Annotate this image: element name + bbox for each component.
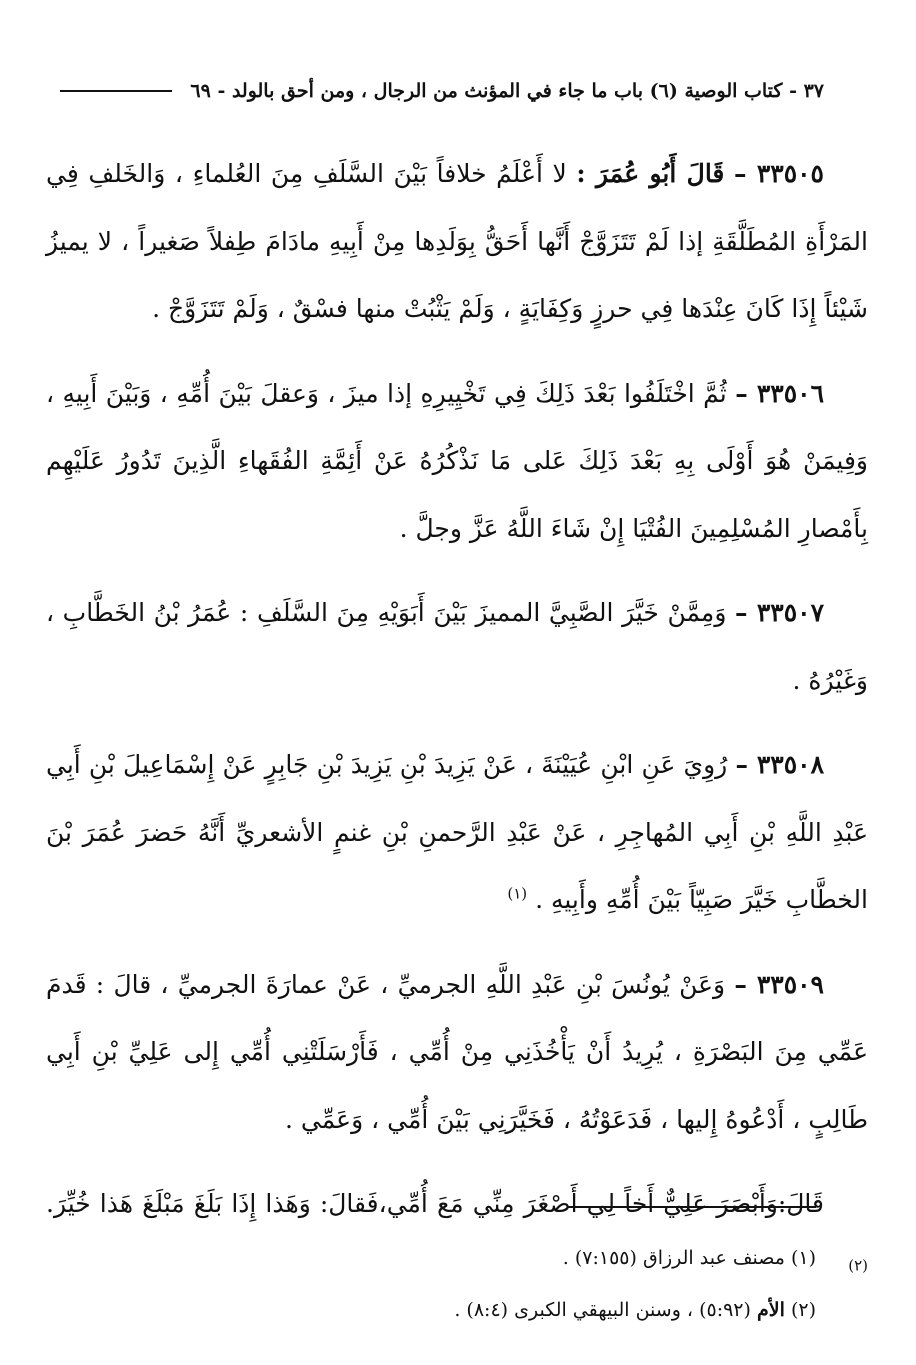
paragraph-33507: [46, 579, 868, 714]
paragraph-number: ٣٣٥٠٧ –: [735, 598, 824, 627]
footnote-ref-1[interactable]: (١): [507, 884, 528, 903]
footnote-text: (٥:٩٢) ، وسنن البيهقي الكبرى (٨:٤) .: [454, 1299, 751, 1321]
footnote-ref-2[interactable]: (٢): [848, 1256, 868, 1275]
paragraph-text: لا أَعْلَمُ خلافاً بَيْنَ السَّلَفِ مِنَ العُلماءِ ، وَالخَلفِ فِي المَرْأَةِ المُطَلَّقَةِ إذا لَمْ تَتَزَوَّجْ أَنَّها أَحَقُّ بِوَلَدِها مِنْ أَبِيهِ مادَامَ طِفلاً صَغيراً ، لا يميزُ شَيْئاً إِذَا كَانَ عِنْدَها فِي حرزٍ وَكِفَايَةٍ ، وَلَمْ يَثْبُتْ منها فسْقٌ ، وَلَمْ تَتَزَوَّجْ .: [46, 159, 868, 323]
footnote-bold-title: الأم: [757, 1299, 785, 1321]
paragraph-text: ثُمَّ اخْتَلَفُوا بَعْدَ ذَلِكَ فِي تَخْيِيرِهِ إذا ميزَ ، وَعقلَ بَيْنَ أُمِّهِ ، وَبَيْنَ أَبِيهِ ، وَفِيمَنْ هُوَ أَوْلَى بِهِ بَعْدَ ذَلِكَ عَلى مَا نَذْكُرُهُ عَنْ أَئِمَّةِ الفُقَهاءِ الَّذِينَ تَدُورُ عَلَيْهِم بِأَمْصارِ المُسْلِمِينَ الفُتْيَا إِنْ شَاءَ اللَّهُ عَزَّ وجلَّ .: [46, 378, 868, 543]
header-rule: [60, 90, 172, 92]
paragraph-text: رُوِيَ عَنِ ابْنِ عُيَيْنَةَ ، عَنْ يَزِيدَ بْنِ يَزِيدَ بْنِ جَابِرٍ عَنْ إِسْمَاعِيلَ بْنِ أَبِي عَبْدِ اللَّهِ بْنِ أَبِي المُهاجِرِ ، عَنْ عَبْدِ الرَّحمنِ بْنِ غنمٍ الأشعريِّ أَنَّهُ حَضرَ عُمَرَ بْنَ الخطَّابِ خَيَّرَ صَبِيّاً بَيْنَ أُمِّهِ وأَبِيهِ .: [46, 750, 868, 914]
footnotes: [96, 1232, 816, 1336]
footnote-1: [96, 1232, 816, 1284]
footnote-text: مصنف عبد الرزاق (٧:١٥٥) .: [562, 1247, 785, 1269]
paragraph-33508: [46, 731, 868, 934]
paragraph-text: وَعَنْ يُونُسَ بْنِ عَبْدِ اللَّهِ الجرميِّ ، عَنْ عمارَةَ الجرميِّ ، قالَ : قَدمَ عَمِّي مِنَ البَصْرَةِ ، يُرِيدُ أَنْ يَأْخُذَنِي مِنْ أُمِّي ، فَأَرْسَلَتْنِي أُمِّي إِلى عَلِيِّ بْنِ أَبِي طَالِبٍ ، أَدْعُوهُ إِليها ، فَدَعَوْتُهُ ، فَخَيَّرَنِي بَيْنَ أُمِّي ، وَعَمِّي .: [46, 969, 868, 1134]
paragraph-33505: [46, 140, 868, 343]
paragraph-text: قَالَ:وَأَبْصَرَ عَلِيٌّ أَخاً لِي أَصْغَرَ مِنِّي مَعَ أُمِّي،فَقالَ: وَهَذا إِذَا بَلَغَ مَبْلَغَ هَذا خُيِّرَ.: [46, 1189, 824, 1218]
paragraph-text: وَمِمَّنْ خَيَّرَ الصَّبِيَّ المميزَ بَيْنَ أَبَوَيْهِ مِنَ السَّلَفِ : عُمَرُ بْنُ الخَطَّابِ ، وَغَيْرُهُ .: [46, 598, 868, 695]
paragraph-number: ٣٣٥٠٨ –: [735, 750, 824, 779]
paragraph-number: ٣٣٥٠٩ –: [734, 969, 824, 999]
running-header: [60, 74, 824, 108]
paragraph-33506: [46, 360, 868, 563]
footnote-marker: (١): [790, 1247, 816, 1269]
paragraph-number: ٣٣٥٠٥ –: [733, 159, 824, 188]
footnote-marker: (٢): [790, 1299, 816, 1321]
paragraph-33509: [46, 951, 868, 1154]
footnote-divider: [568, 1206, 816, 1208]
speaker-label: قَالَ أَبُو عُمَرَ :: [576, 159, 725, 188]
paragraph-number: ٣٣٥٠٦ –: [735, 378, 825, 408]
header-title: ٣٧ - كتاب الوصية (٦) باب ما جاء في المؤنث من الرجال ، ومن أحق بالولد - ٦٩: [190, 80, 824, 102]
footnote-2: [96, 1284, 816, 1336]
main-text: [46, 140, 868, 1322]
